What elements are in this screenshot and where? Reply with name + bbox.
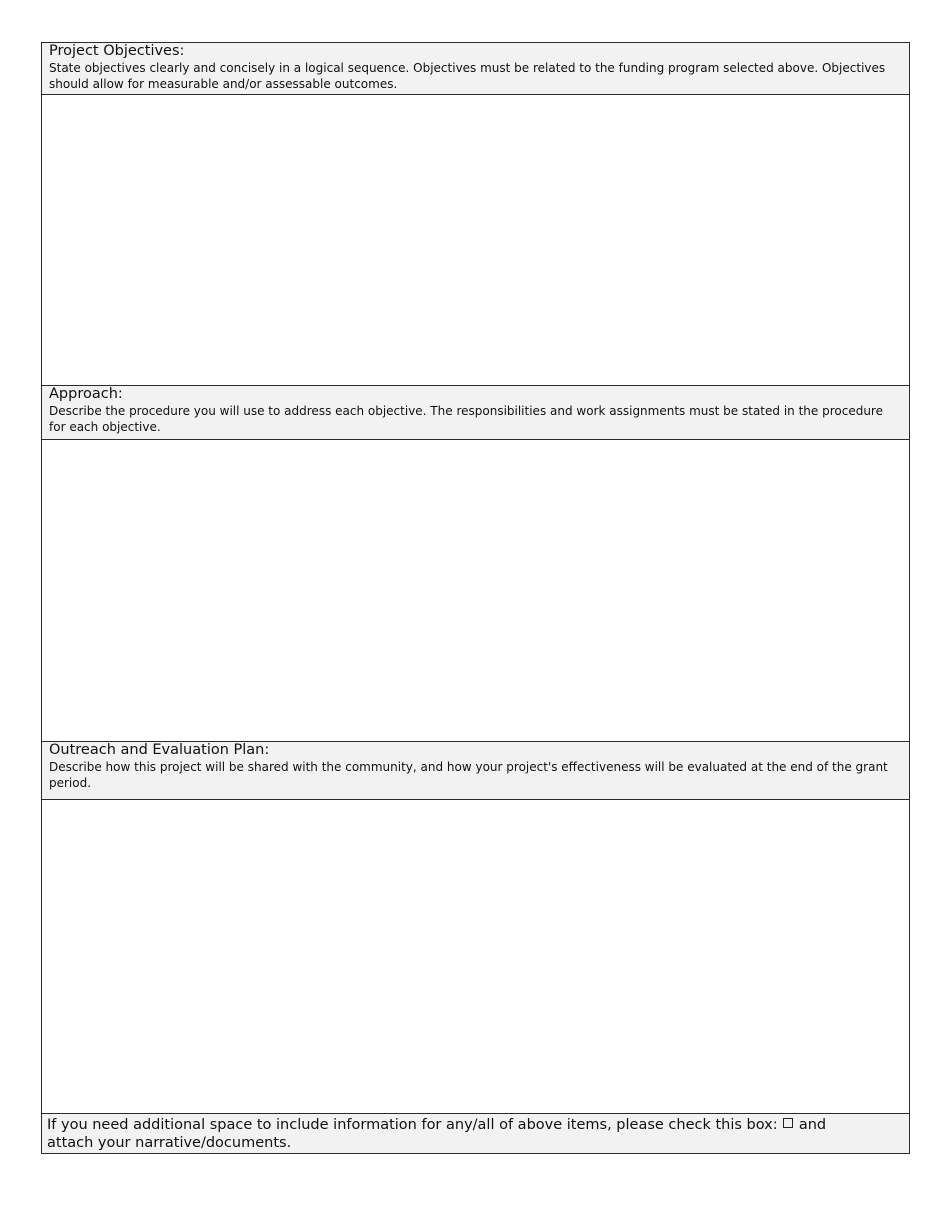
section-title-approach: Approach: (49, 386, 123, 402)
section-body-approach (42, 440, 909, 742)
section-body-outreach-evaluation (42, 800, 909, 1113)
outreach-evaluation-input[interactable] (42, 800, 909, 1113)
approach-input[interactable] (42, 440, 909, 741)
additional-space-checkbox[interactable] (783, 1118, 793, 1128)
section-title-project-objectives: Project Objectives: (49, 43, 185, 59)
additional-space-note (42, 1113, 909, 1153)
grant-form (41, 42, 910, 1154)
section-header-project-objectives (42, 43, 909, 95)
section-header-approach (42, 386, 909, 440)
section-description-approach: Describe the procedure you will use to address each objective. The responsibilities and work assignments must be stated in the procedure for each objective. (49, 404, 883, 434)
section-title-outreach-evaluation: Outreach and Evaluation Plan: (49, 742, 270, 758)
footer-text-before-checkbox: If you need additional space to include information for any/all of above items, please check this box: (47, 1117, 778, 1133)
section-description-project-objectives: State objectives clearly and concisely in a logical sequence. Objectives must be related to the funding program selected above. Objectives should allow for measurable and/or assessable outcomes. (49, 61, 886, 91)
section-body-project-objectives (42, 95, 909, 386)
project-objectives-input[interactable] (42, 95, 909, 385)
section-description-outreach-evaluation: Describe how this project will be shared with the community, and how your project's effectiveness will be evaluated at the end of the grant period. (49, 760, 888, 790)
footer-text-after-checkbox: and attach your narrative/documents. (47, 1117, 827, 1151)
section-header-outreach-evaluation (42, 742, 909, 800)
